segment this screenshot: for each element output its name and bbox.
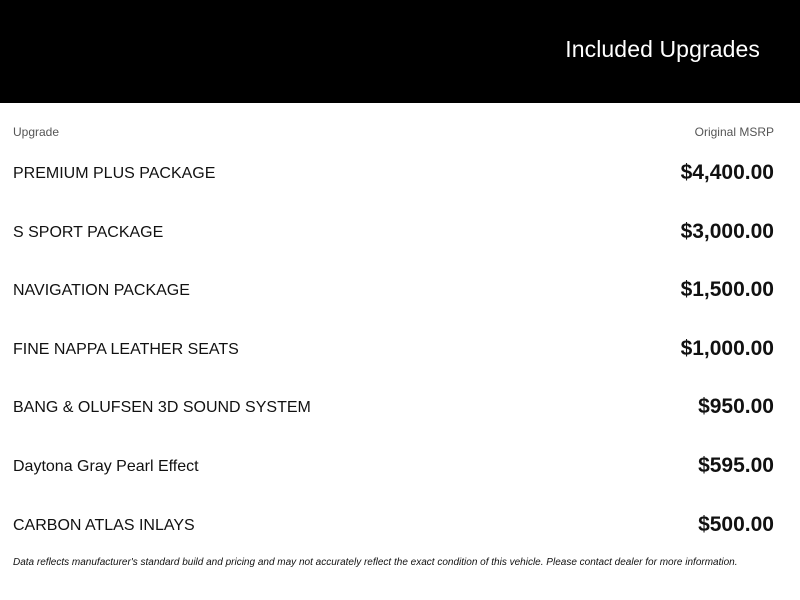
header-bar [0, 0, 800, 103]
list-item [13, 497, 774, 556]
upgrade-price: $595.00 [698, 453, 774, 477]
upgrade-name: S SPORT PACKAGE [13, 223, 164, 241]
msrp-column-header: Original MSRP [694, 125, 774, 139]
disclaimer-text: Data reflects manufacturer's standard build and pricing and may not accurately reflect the exact condition of this vehicle. Please contact dealer for more information. [13, 557, 738, 568]
list-item [13, 321, 774, 380]
list-item [13, 145, 774, 204]
column-headers [13, 125, 774, 141]
upgrade-price: $950.00 [698, 395, 774, 419]
upgrade-list [13, 145, 774, 555]
upgrade-name: CARBON ATLAS INLAYS [13, 516, 195, 534]
upgrade-name: BANG & OLUFSEN 3D SOUND SYSTEM [13, 399, 311, 417]
upgrade-name: PREMIUM PLUS PACKAGE [13, 165, 216, 182]
upgrade-name: NAVIGATION PACKAGE [13, 282, 190, 300]
upgrade-name: Daytona Gray Pearl Effect [13, 457, 199, 475]
list-item [13, 262, 774, 321]
list-item [13, 204, 774, 263]
upgrade-column-header: Upgrade [13, 125, 60, 139]
list-item [13, 379, 774, 438]
upgrade-price: $3,000.00 [680, 219, 774, 243]
upgrade-price: $1,000.00 [680, 336, 774, 360]
upgrade-price: $4,400.00 [680, 161, 774, 184]
list-item [13, 438, 774, 497]
upgrade-price: $500.00 [698, 512, 774, 536]
upgrade-name: FINE NAPPA LEATHER SEATS [13, 340, 239, 358]
upgrade-price: $1,500.00 [680, 278, 774, 302]
page-title: Included Upgrades [565, 36, 760, 62]
